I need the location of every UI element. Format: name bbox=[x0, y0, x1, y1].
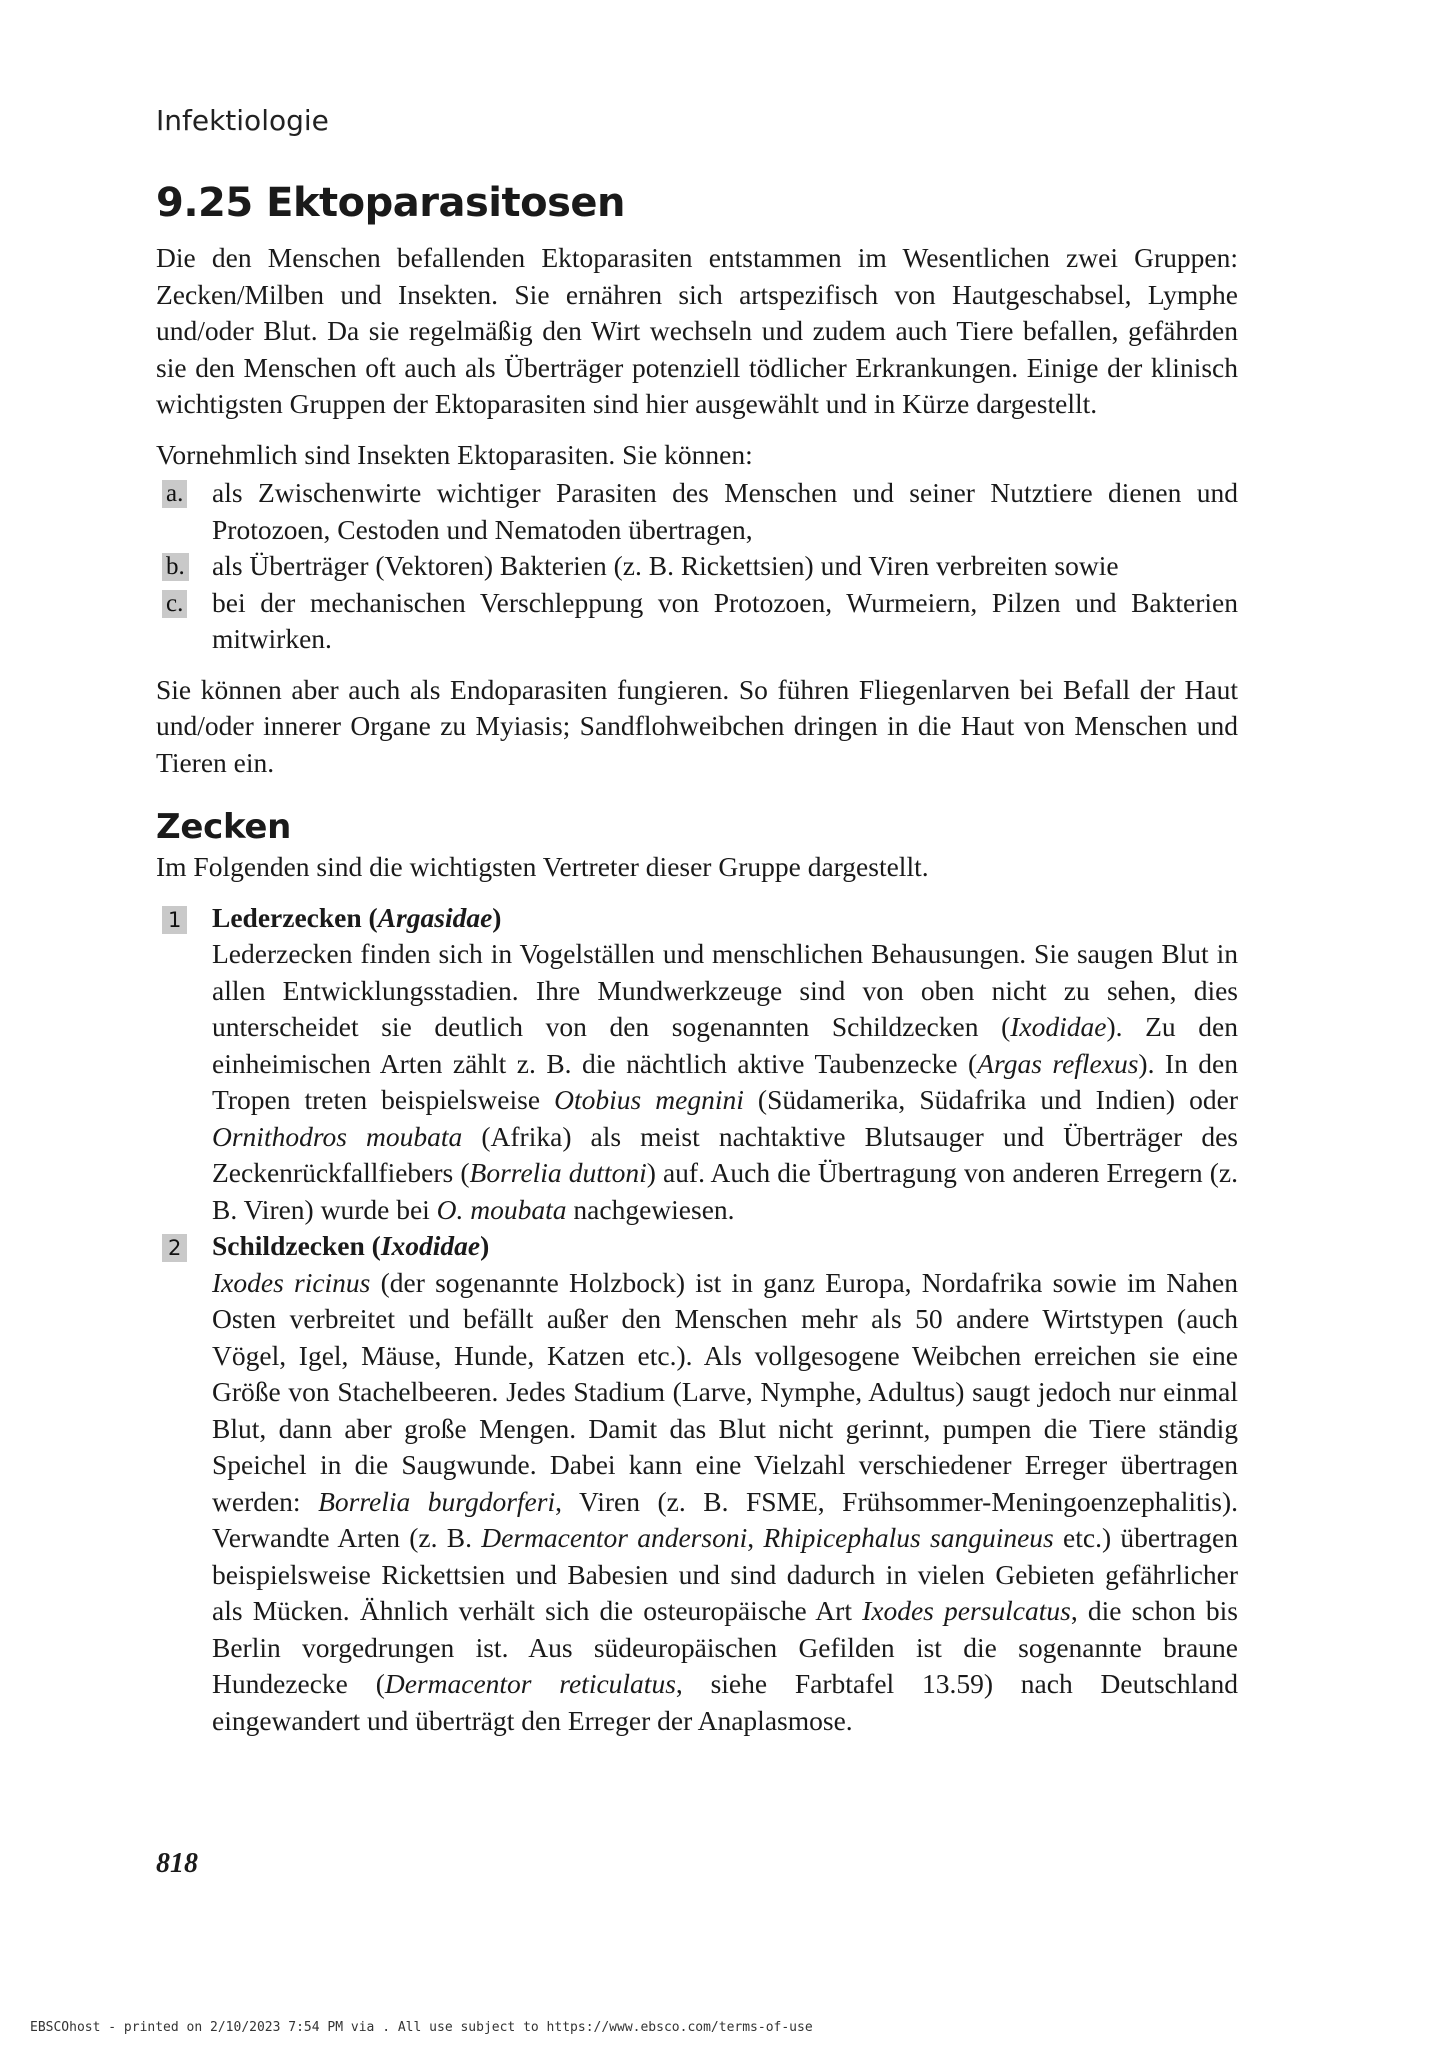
endoparasite-paragraph: Sie können aber auch als Endoparasiten fungieren. So führen Fliegenlarven bei Befall der Haut und/oder innerer Organe zu Myiasis; Sandflohweibchen dringen in die Haut von Menschen und Tieren ein. bbox=[156, 673, 1238, 778]
italic-term: Argas reflexus bbox=[977, 1047, 1139, 1079]
text-run: , bbox=[747, 1522, 764, 1553]
italic-term: Dermacentor reticulatus bbox=[384, 1668, 676, 1699]
list-item-text: als Zwischenwirte wichtiger Parasiten des Menschen und seiner Nutztiere dienen und Protozoen, Cestoden und Nematoden übertragen, bbox=[212, 477, 1238, 545]
item-text bbox=[212, 936, 1238, 1228]
text-run: ). In den Tropen treten beispielsweise bbox=[212, 1047, 1239, 1115]
running-head: Infektiologie bbox=[156, 104, 329, 137]
text-run: , siehe Farbtafel 13.59) nach Deutschland eingewandert und überträgt den Erreger der Anaplasmose. bbox=[212, 1668, 1238, 1736]
list-item-text: bei der mechanischen Verschleppung von Protozoen, Wurmeiern, Pilzen und Bakterien mitwirken. bbox=[212, 586, 1238, 654]
list-marker: c. bbox=[162, 590, 187, 618]
text-run: etc.) übertragen beispielsweise Rickettsien und Babesien und sind dadurch in vielen Gebieten gefährlicher als Mücken. Ähnlich verhält sich die osteuropäische Art bbox=[212, 1522, 1238, 1626]
text-run: , Viren (z. B. FSME, Frühsommer-Meningoenzephalitis). Verwandte Arten (z. B. bbox=[212, 1485, 1238, 1553]
letter-list bbox=[156, 475, 1238, 658]
text-run: nachgewiesen. bbox=[566, 1193, 735, 1225]
italic-term: Borrelia burgdorferi bbox=[318, 1485, 556, 1517]
list-marker: 2 bbox=[162, 1234, 187, 1262]
subsection-intro: Im Folgenden sind die wichtigsten Vertreter dieser Gruppe dargestellt. bbox=[156, 851, 929, 882]
italic-term: Ornithodros moubata bbox=[212, 1120, 463, 1152]
list-item bbox=[156, 548, 1238, 585]
page-number: 818 bbox=[156, 1848, 198, 1879]
list-item-body bbox=[212, 1228, 1238, 1739]
text-run: ) auf. Auch die Übertragung von anderen Erregern (z. B. Viren) wurde bei bbox=[212, 1157, 1239, 1225]
list-item bbox=[156, 1228, 1238, 1739]
intro-paragraph: Die den Menschen befallenden Ektoparasiten entstammen im Wesentlichen zwei Gruppen: Zecken/Milben und Insekten. Sie ernähren sich artspezifisch von Hautgeschabsel, Lymphe und/oder Blut. Da sie regelmäßig den Wirt wechseln und zudem auch Tiere befallen, gefährden sie den Menschen oft auch als Überträger potenziell tödlicher Erkrankungen. Einige der klinisch wichtigsten Gruppen der Ektoparasiten sind hier ausgewählt und in Kürze dargestellt. bbox=[156, 242, 1238, 419]
text-run: (Südamerika, Südafrika und Indien) oder bbox=[743, 1084, 1238, 1115]
italic-term: Ixodidae bbox=[1010, 1011, 1107, 1042]
item-text bbox=[212, 1265, 1238, 1740]
text-run: , die schon bis Berlin vorgedrungen ist. Aus südeuropäischen Gefilden ist die sogenannte braune Hundezecke ( bbox=[212, 1595, 1238, 1699]
text-run: (der sogenannte Holzbock) ist in ganz Europa, Nordafrika sowie im Nahen Osten verbreitet und befällt außer den Menschen mehr als 50 andere Wirtstypen (auch Vögel, Igel, Mäuse, Hunde, Katzen etc.). Als vollgesogene Weibchen erreichen sie eine Größe von Stachelbeeren. Jedes Stadium (Larve, Nymphe, Adultus) saugt jedoch nur einmal Blut, dann aber große Mengen. Damit das Blut nicht gerinnt, pumpen die Tiere ständig Speichel in die Saugwunde. Dabei kann eine Vielzahl verschiedener Erreger übertragen werden: bbox=[212, 1266, 1238, 1517]
print-footer: EBSCOhost - printed on 2/10/2023 7:54 PM via . All use subject to https://www.ebsco.com/terms-of-use bbox=[30, 2020, 813, 2035]
list-item bbox=[156, 475, 1238, 548]
item-title: Schildzecken (Ixodidae) bbox=[212, 1230, 490, 1261]
text-run: Lederzecken finden sich in Vogelställen und menschlichen Behausungen. Sie saugen Blut in allen Entwicklungsstadien. Ihre Mundwerkzeuge sind von oben nicht zu sehen, dies unterscheidet sie deutlich von den sogenannten Schildzecken ( bbox=[212, 938, 1238, 1042]
page-content bbox=[156, 178, 1238, 1739]
list-marker: a. bbox=[162, 480, 187, 508]
text-run: (Afrika) als meist nachtaktive Blutsauger und Überträger des Zeckenrückfallfiebers ( bbox=[212, 1120, 1238, 1188]
text-run: ). Zu den einheimischen Arten zählt z. B. die nächtlich aktive Taubenzecke ( bbox=[212, 1011, 1238, 1079]
italic-term: O. moubata bbox=[436, 1193, 567, 1225]
italic-term: Dermacentor andersoni bbox=[481, 1522, 748, 1553]
list-item-text: als Überträger (Vektoren) Bakterien (z. B. Rickettsien) und Viren verbreiten sowie bbox=[212, 550, 1119, 581]
list-intro: Vornehmlich sind Insekten Ektoparasiten. Sie können: bbox=[156, 438, 753, 470]
italic-term: Otobius megnini bbox=[554, 1084, 744, 1115]
list-item bbox=[156, 900, 1238, 1229]
list-marker: b. bbox=[162, 553, 189, 581]
numbered-list bbox=[156, 900, 1238, 1740]
italic-term: Borrelia duttoni bbox=[469, 1157, 647, 1188]
italic-term: Rhipicephalus sanguineus bbox=[763, 1522, 1054, 1553]
item-title: Lederzecken (Argasidae) bbox=[212, 901, 502, 933]
list-item bbox=[156, 585, 1238, 658]
list-item-body bbox=[212, 900, 1238, 1229]
section-title: 9.25 Ektoparasitosen bbox=[156, 180, 626, 226]
italic-term: Ixodes persulcatus bbox=[862, 1595, 1071, 1626]
list-marker: 1 bbox=[162, 906, 187, 934]
italic-term: Ixodes ricinus bbox=[212, 1266, 371, 1298]
subsection-title: Zecken bbox=[156, 807, 292, 847]
